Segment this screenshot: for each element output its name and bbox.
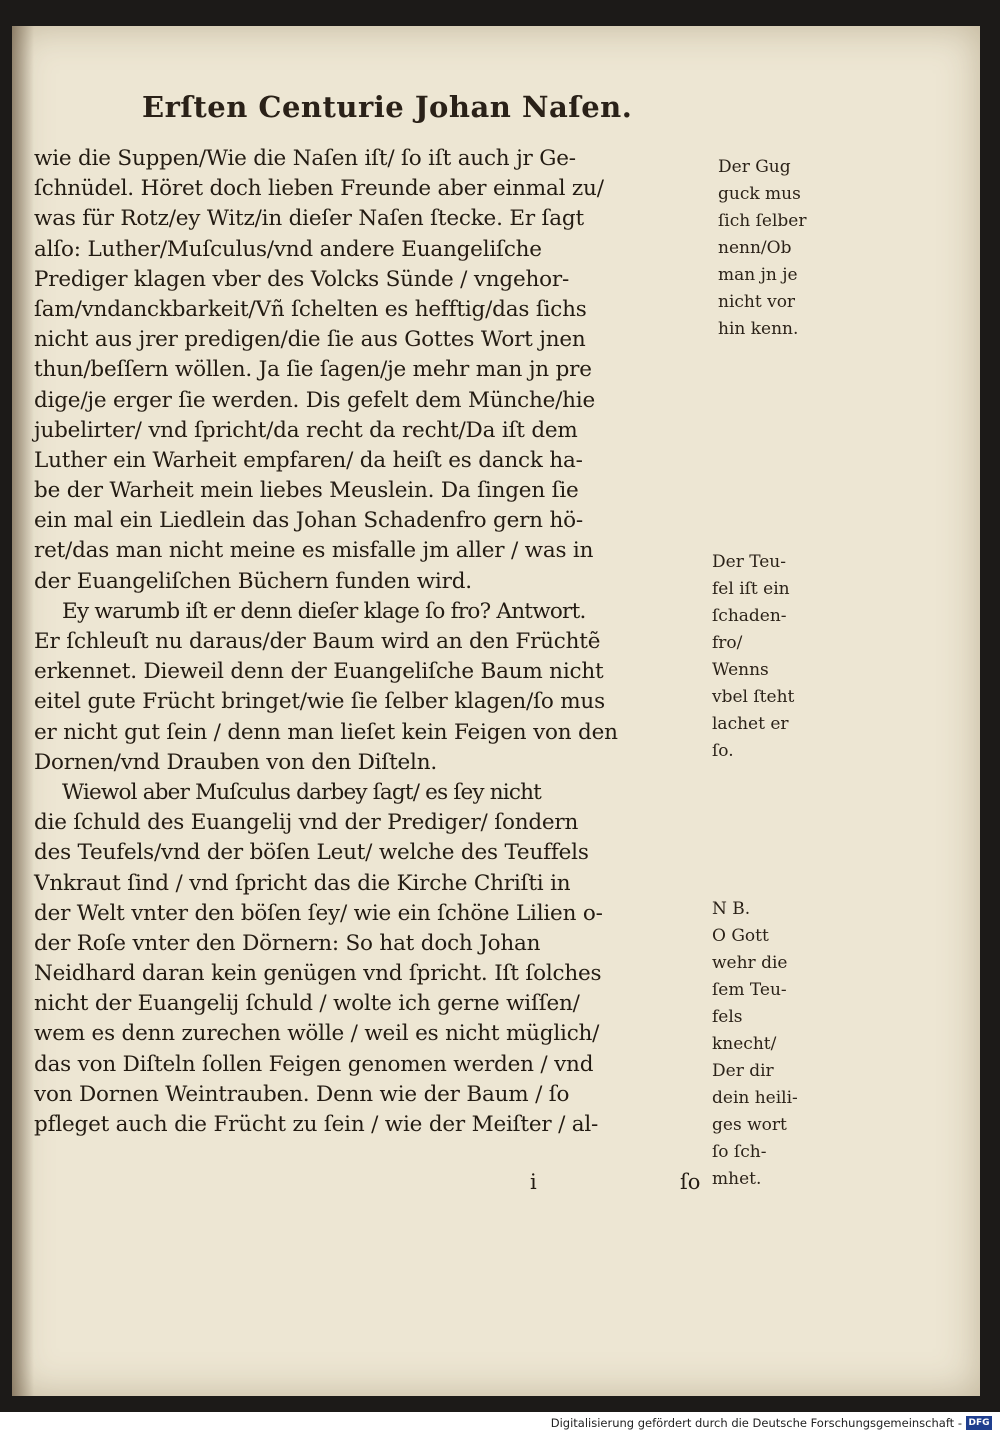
- text-line: Er ſchleuſt nu daraus/der Baum wird an den Früchtẽ: [34, 629, 601, 654]
- text-line: jubelirter/ vnd ſpricht/da recht da recht/Da iſt dem: [34, 417, 578, 443]
- funding-credit: Digitalisierung gefördert durch die Deutsche Forschungsgemeinschaft -: [550, 1416, 962, 1430]
- margin-note-1: [718, 154, 806, 343]
- text-line: thun/beſſern wöllen. Ja ſie ſagen/je mehr man jn pre: [34, 357, 592, 383]
- margin-note-line: ſem Teu-: [712, 980, 787, 1000]
- margin-note-line: ſich ſelber: [718, 211, 807, 231]
- margin-note-line: lachet er: [712, 714, 789, 734]
- text-line: pfleget auch die Frücht zu ſein / wie der Meiſter / al-: [34, 1112, 599, 1137]
- margin-note-line: mhet.: [712, 1169, 762, 1189]
- text-line: was für Rotz/ey Witz/in dieſer Naſen ſtecke. Er ſagt: [34, 206, 584, 232]
- text-line: ret/das man nicht meine es misfalle jm aller / was in: [34, 538, 594, 564]
- text-line: des Teufels/vnd der böſen Leut/ welche des Teuffels: [34, 840, 589, 866]
- text-line: nicht der Euangelij ſchuld / wolte ich gerne wiſſen/: [34, 991, 580, 1017]
- margin-note-line: Der dir: [712, 1061, 774, 1081]
- margin-note-line: ges wort: [712, 1115, 787, 1135]
- margin-note-line: ſo.: [712, 741, 734, 761]
- text-line: erkennet. Dieweil denn der Euangeliſche Baum nicht: [34, 659, 604, 685]
- text-line: be der Warheit mein liebes Meuslein. Da ſingen ſie: [34, 478, 579, 504]
- margin-note-line: Der Teu-: [712, 552, 786, 572]
- text-line: von Dornen Weintrauben. Denn wie der Baum / ſo: [34, 1081, 570, 1107]
- text-line: ſam/vndanckbarkeit/Vñ ſchelten es hefftig/das ſichs: [34, 296, 587, 322]
- page-gutter-shadow: [12, 26, 34, 1396]
- text-line: der Roſe vnter den Dörnern: So hat doch Johan: [34, 930, 541, 956]
- text-line: das von Diſteln ſollen Feigen genomen werden / vnd: [34, 1051, 594, 1077]
- margin-note-line: wehr die: [712, 953, 788, 973]
- text-line: dige/je erger ſie werden. Dis gefelt dem Münche/hie: [34, 387, 596, 413]
- text-line: nicht aus jrer predigen/die ſie aus Gottes Wort jnen: [34, 327, 586, 353]
- text-line: der Welt vnter den böſen ſey/ wie ein ſchöne Lilien o-: [34, 900, 603, 926]
- margin-note-line: vbel ſteht: [712, 687, 795, 707]
- margin-note-line: nenn/Ob: [718, 238, 792, 258]
- footer-bar: [0, 1412, 1000, 1434]
- book-page: [12, 26, 980, 1396]
- text-line: er nicht gut ſein / denn man lieſet kein Feigen von den: [34, 719, 618, 745]
- text-line: wie die Suppen/Wie die Naſen iſt/ ſo iſt auch jr Ge-: [34, 146, 576, 171]
- signature-mark: i: [530, 1170, 537, 1194]
- margin-note-line: fel iſt ein: [712, 579, 790, 599]
- margin-note-line: guck mus: [718, 184, 801, 204]
- text-line: alſo: Luther/Muſculus/vnd andere Euangeliſche: [34, 236, 542, 262]
- text-line: Prediger klagen vber des Volcks Sünde / vngehor-: [34, 266, 570, 292]
- margin-note-line: dein heili-: [712, 1088, 798, 1108]
- margin-note-line: fro/: [712, 633, 743, 653]
- text-line: die ſchuld des Euangelij vnd der Prediger/ ſondern: [34, 810, 579, 836]
- text-line: Vnkraut ſind / vnd ſpricht das die Kirche Chriſti in: [34, 870, 571, 896]
- text-line: Ey warumb iſt er denn dieſer klage ſo fro? Antwort.: [62, 598, 586, 624]
- margin-note-line: hin kenn.: [718, 319, 799, 339]
- text-line: ſchnüdel. Höret doch lieben Freunde aber einmal zu/: [34, 176, 604, 202]
- margin-note-line: Der Gug: [718, 157, 791, 177]
- margin-note-line: Wenns: [712, 660, 769, 680]
- catchword: ſo: [680, 1170, 701, 1194]
- dfg-logo: DFG: [966, 1416, 992, 1430]
- margin-note-line: ſo ſch-: [712, 1142, 767, 1162]
- margin-note-line: ſchaden-: [712, 606, 787, 626]
- text-line: Dornen/vnd Drauben von den Diſteln.: [34, 749, 437, 775]
- margin-note-line: N B.: [712, 899, 751, 919]
- margin-note-line: fels: [712, 1007, 743, 1027]
- text-line: Luther ein Warheit empfaren/ da heiſt es danck ha-: [34, 447, 583, 473]
- margin-note-line: knecht/: [712, 1034, 777, 1054]
- text-line: ein mal ein Liedlein das Johan Schadenfro gern hö-: [34, 508, 583, 534]
- margin-note-line: O Gott: [712, 926, 769, 946]
- margin-note-line: man jn je: [718, 265, 798, 285]
- text-line: der Euangeliſchen Büchern funden wird.: [34, 568, 472, 594]
- text-line: eitel gute Frücht bringet/wie ſie ſelber klagen/ſo mus: [34, 689, 605, 715]
- running-header: Erſten Centurie Johan Naſen.: [142, 90, 633, 124]
- body-text: [34, 144, 714, 1140]
- text-line: Wiewol aber Muſculus darbey ſagt/ es ſey nicht: [62, 779, 541, 805]
- text-line: wem es denn zurechen wölle / weil es nicht müglich/: [34, 1021, 600, 1047]
- margin-note-2: [712, 549, 794, 765]
- margin-note-line: nicht vor: [718, 292, 796, 312]
- margin-note-3: [712, 896, 798, 1193]
- text-line: Neidhard daran kein genügen vnd ſpricht. Iſt ſolches: [34, 961, 602, 987]
